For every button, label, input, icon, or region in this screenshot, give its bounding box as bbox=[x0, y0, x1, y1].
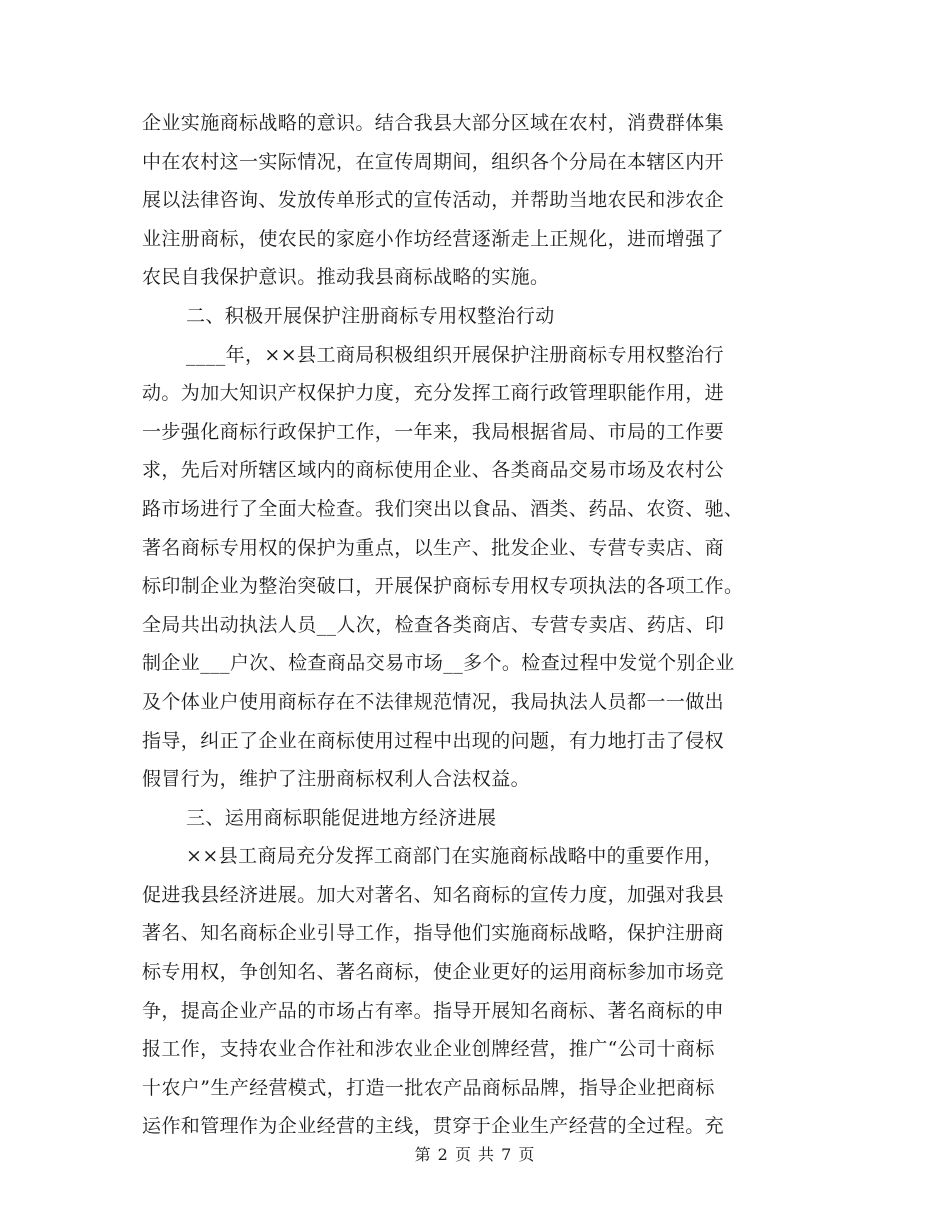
text-line: 中在农村这一实际情况，在宣传周期间，组织各个分局在本辖区内开 bbox=[142, 150, 725, 173]
text-line: 著名、知名商标企业引导工作，指导他们实施商标战略，保护注册商 bbox=[142, 922, 725, 945]
page-number-footer: 第 2 页 共 7 页 bbox=[414, 1145, 536, 1164]
text-line: 报工作，支持农业合作社和涉农业企业创牌经营，推广“公司十商标 bbox=[142, 1038, 715, 1061]
text-line: 二、积极开展保护注册商标专用权整治行动 bbox=[186, 304, 555, 327]
text-line: 一步强化商标行政保护工作，一年来，我局根据省局、市局的工作要 bbox=[142, 420, 725, 443]
text-line: 企业实施商标战略的意识。结合我县大部分区域在农村，消费群体集 bbox=[142, 112, 725, 134]
text-line: 十农户”生产经营模式，打造一批农产品商标品牌，指导企业把商标 bbox=[142, 1076, 715, 1099]
text-line: ____年，××县工商局积极组织开展保护注册商标专用权整治行 bbox=[186, 343, 724, 366]
text-line: ××县工商局充分发挥工商部门在实施商标战略中的重要作用， bbox=[186, 845, 724, 868]
text-line: 动。为加大知识产权保护力度，充分发挥工商行政管理职能作用，进 bbox=[142, 382, 725, 405]
text-line: 争，提高企业产品的市场占有率。指导开展知名商标、著名商标的申 bbox=[142, 999, 725, 1022]
text-line: 制企业___户次、检查商品交易市场__多个。检查过程中发觉个别企业 bbox=[142, 652, 735, 675]
text-line: 著名商标专用权的保护为重点，以生产、批发企业、专营专卖店、商 bbox=[142, 536, 725, 559]
text-line: 求，先后对所辖区域内的商标使用企业、各类商品交易市场及农村公 bbox=[142, 459, 725, 482]
text-line: 运作和管理作为企业经营的主线，贯穿于企业生产经营的全过程。充 bbox=[142, 1115, 725, 1138]
text-line: 假冒行为，维护了注册商标权利人合法权益。 bbox=[142, 768, 531, 791]
text-line: 标印制企业为整治突破口，开展保护商标专用权专项执法的各项工作。 bbox=[142, 575, 744, 598]
text-line: 促进我县经济进展。加大对著名、知名商标的宣传力度，加强对我县 bbox=[142, 883, 725, 906]
text-line: 全局共出动执法人员__人次，检查各类商店、专营专卖店、药店、印 bbox=[142, 613, 725, 636]
text-line: 及个体业户使用商标存在不法律规范情况，我局执法人员都一一做出 bbox=[142, 690, 725, 713]
text-line: 三、运用商标职能促进地方经济进展 bbox=[186, 806, 497, 829]
body-text bbox=[142, 104, 796, 1146]
text-line: 路市场进行了全面大检查。我们突出以食品、酒类、药品、农资、驰、 bbox=[142, 497, 744, 520]
text-line: 业注册商标，使农民的家庭小作坊经营逐渐走上正规化，进而增强了 bbox=[142, 227, 725, 250]
text-line: 标专用权，争创知名、著名商标，使企业更好的运用商标参加市场竞 bbox=[142, 961, 725, 984]
text-line: 农民自我保护意识。推动我县商标战略的实施。 bbox=[142, 266, 550, 289]
text-line: 指导，纠正了企业在商标使用过程中出现的问题，有力地打击了侵权 bbox=[142, 729, 725, 752]
text-line: 展以法律咨询、发放传单形式的宣传活动，并帮助当地农民和涉农企 bbox=[142, 189, 725, 212]
